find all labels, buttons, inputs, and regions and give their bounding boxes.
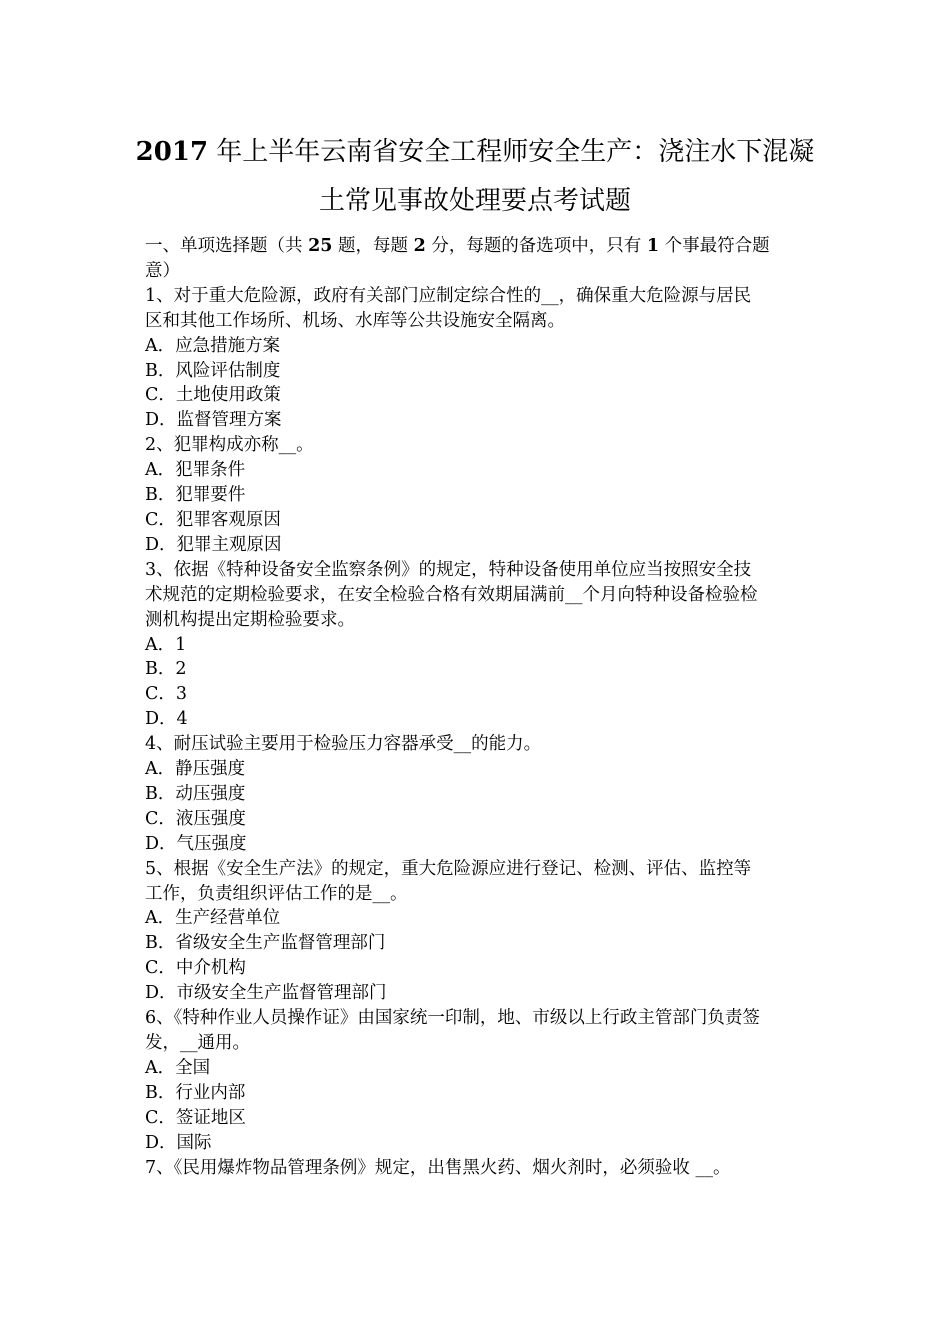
answer-option: B．动压强度 [145, 783, 246, 804]
question-item [145, 284, 807, 433]
answer-option: C．犯罪客观原因 [145, 509, 281, 530]
question-stem-line: 工作，负责组织评估工作的是__。 [145, 883, 408, 904]
section-heading-text: 题，每题 [332, 236, 414, 256]
answer-option: C．土地使用政策 [145, 385, 281, 406]
title-line-1-text: 年上半年云南省安全工程师安全生产：浇注水下混凝 [208, 137, 815, 167]
question-stem-line: 5、根据《安全生产法》的规定，重大危险源应进行登记、检测、评估、监控等 [145, 858, 752, 879]
answer-option: B．风险评估制度 [145, 360, 281, 381]
answer-option: B．2 [145, 659, 187, 680]
answer-option: C．液压强度 [145, 808, 246, 829]
question-stem-line: 7、《民用爆炸物品管理条例》规定，出售黑火药、烟火剂时，必须验收 __。 [145, 1157, 731, 1178]
question-stem-line: 2、犯罪构成亦称__。 [145, 435, 314, 456]
answer-option: D．4 [145, 709, 188, 730]
question-stem-line: 6、《特种作业人员操作证》由国家统一印制，地、市级以上行政主管部门负责签 [145, 1008, 760, 1029]
section-heading-line-2: 意） [145, 260, 180, 281]
question-count: 25 [308, 236, 333, 256]
question-stem-line: 测机构提出定期检验要求。 [145, 609, 355, 630]
document-title-line-1 [0, 137, 950, 167]
section-heading-text: 分，每题的备选项中，只有 [425, 236, 647, 256]
correct-option-count: 1 [646, 236, 660, 256]
answer-option: A．全国 [145, 1057, 211, 1078]
question-stem-line: 1、对于重大危险源，政府有关部门应制定综合性的__，确保重大危险源与居民 [145, 285, 752, 306]
question-item [145, 732, 807, 857]
answer-option: D．市级安全生产监督管理部门 [145, 983, 387, 1004]
answer-option: D．犯罪主观原因 [145, 534, 282, 555]
answer-option: C．3 [145, 684, 188, 705]
answer-option: D．国际 [145, 1132, 212, 1153]
answer-option: A．1 [145, 634, 187, 655]
section-heading-text: 一、单项选择题（共 [145, 236, 309, 256]
question-stem-line: 3、依据《特种设备安全监察条例》的规定，特种设备使用单位应当按照安全技 [145, 559, 752, 580]
answer-option: D．监督管理方案 [145, 410, 282, 431]
question-stem-line: 术规范的定期检验要求，在安全检验合格有效期届满前__个月向特种设备检验检 [145, 584, 758, 605]
title-year: 2017 [135, 137, 209, 167]
answer-option: A．犯罪条件 [145, 460, 246, 481]
answer-option: D．气压强度 [145, 833, 247, 854]
question-stem-line: 4、耐压试验主要用于检验压力容器承受__的能力。 [145, 734, 542, 755]
answer-option: C．中介机构 [145, 958, 246, 979]
question-stem-line: 发，__通用。 [145, 1033, 250, 1053]
section-heading-text: 个事最符合题 [659, 236, 770, 256]
question-item [145, 1006, 807, 1155]
answer-option: A．生产经营单位 [145, 908, 281, 929]
question-item [145, 857, 807, 1006]
section-heading-line-1 [145, 234, 807, 259]
question-item [145, 1156, 807, 1181]
document-body [145, 234, 807, 1180]
question-item [145, 433, 807, 558]
question-item [145, 558, 807, 732]
answer-option: A．应急措施方案 [145, 335, 281, 356]
document-title-line-2: 土常见事故处理要点考试题 [318, 186, 631, 216]
answer-option: B．犯罪要件 [145, 485, 246, 506]
answer-option: B．省级安全生产监督管理部门 [145, 933, 386, 954]
answer-option: C．签证地区 [145, 1107, 246, 1128]
answer-option: A．静压强度 [145, 759, 246, 780]
question-stem-line: 区和其他工作场所、机场、水库等公共设施安全隔离。 [145, 310, 565, 331]
answer-option: B．行业内部 [145, 1082, 246, 1103]
question-list [145, 284, 807, 1181]
points-per-question: 2 [413, 236, 426, 256]
